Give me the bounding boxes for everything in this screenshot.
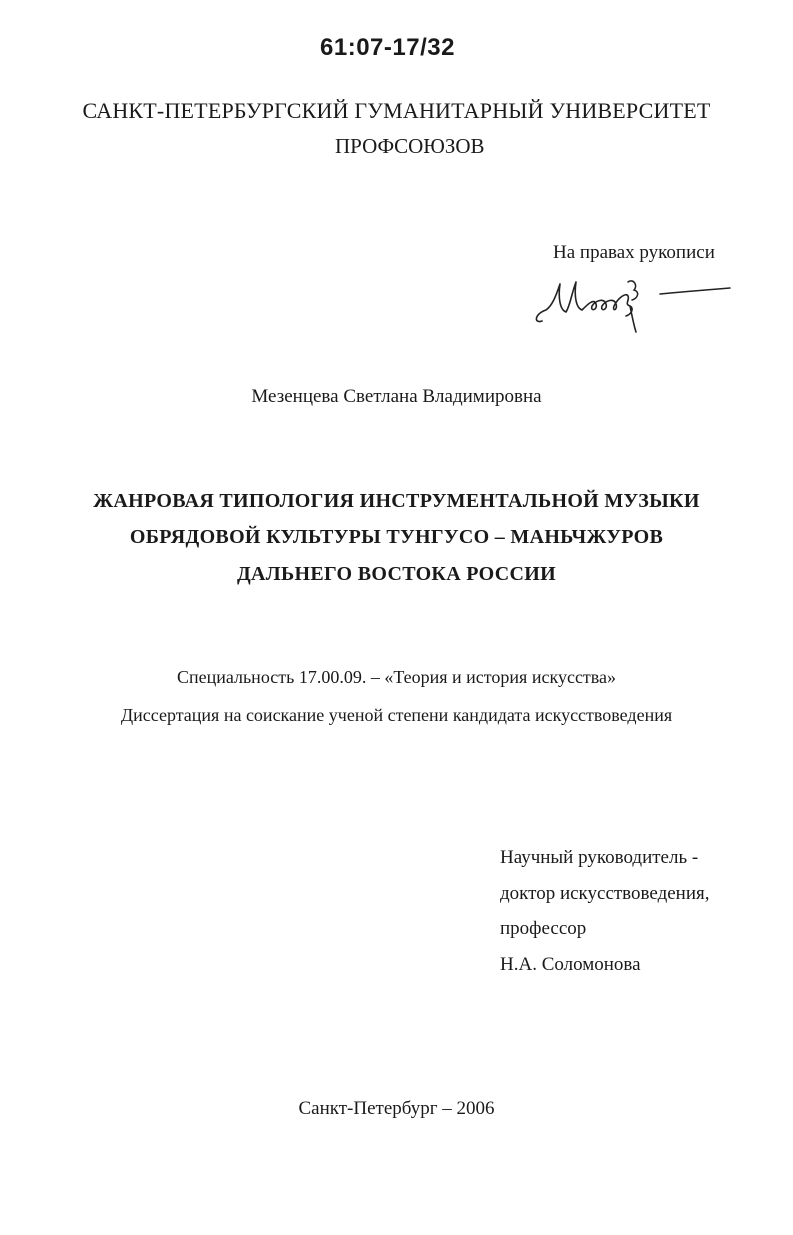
degree-line: Диссертация на соискание ученой степени кандидата искусствоведения [120, 705, 673, 725]
author-name: Мезенцева Светлана Владимировна [251, 386, 542, 407]
manuscript-rights-note: На правах рукописи [553, 242, 715, 263]
advisor-role: Научный руководитель - [500, 847, 699, 868]
dissertation-title-line: ЖАНРОВАЯ ТИПОЛОГИЯ ИНСТРУМЕНТАЛЬНОЙ МУЗЫКИ [93, 490, 700, 512]
archive-stamp: 61:07-17/32 [320, 34, 455, 61]
advisor-degree: доктор искусствоведения, [500, 883, 710, 904]
advisor-rank: профессор [500, 918, 587, 939]
handwritten-signature [530, 266, 740, 336]
university-name: САНКТ-ПЕТЕРБУРГСКИЙ ГУМАНИТАРНЫЙ УНИВЕРСИТЕТ [82, 98, 711, 123]
advisor-name: Н.А. Соломонова [500, 954, 641, 975]
dissertation-title-line: ДАЛЬНЕГО ВОСТОКА РОССИИ [237, 563, 556, 585]
place-and-year: Санкт-Петербург – 2006 [298, 1098, 495, 1119]
university-name-line2: ПРОФСОЮЗОВ [335, 134, 485, 158]
dissertation-title-line: ОБРЯДОВОЙ КУЛЬТУРЫ ТУНГУСО – МАНЬЧЖУРОВ [129, 526, 664, 548]
specialty-line: Специальность 17.00.09. – «Теория и история искусства» [176, 667, 617, 687]
